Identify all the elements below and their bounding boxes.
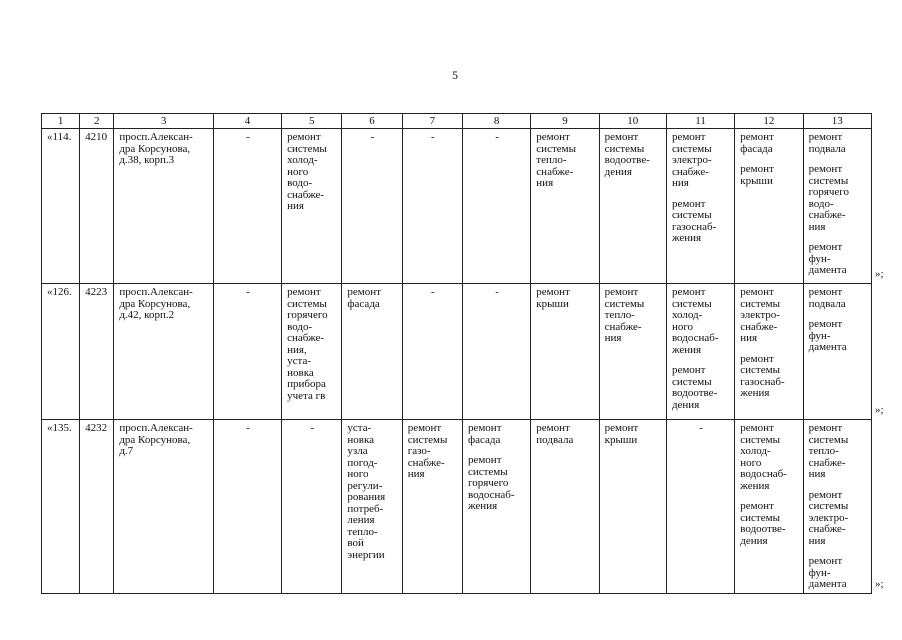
cell-col-11: [666, 284, 734, 420]
cell-line: ремонт: [671, 286, 706, 298]
cell-line: -: [246, 131, 250, 143]
cell-line: системы: [287, 142, 327, 155]
cell-line: ремонт: [467, 454, 502, 466]
cell-line: ремонт: [808, 318, 843, 330]
cell-line: ремонт: [740, 500, 774, 512]
row-number: «126.: [47, 286, 72, 298]
cell-line: ремонт: [604, 422, 639, 434]
table-body: [42, 129, 872, 594]
cell-line: фасада: [740, 142, 773, 155]
cell-line: ремонт: [671, 131, 706, 143]
cell-line: ния: [808, 468, 826, 480]
cell-line: системы: [671, 297, 712, 310]
cell-line: просп.Алексан-: [119, 286, 193, 298]
cell-line: подвала: [808, 142, 846, 155]
cell-line: узла: [347, 445, 368, 457]
house-code: 4223: [85, 286, 108, 298]
cell-col-13: [803, 420, 871, 594]
cell-line: жения: [671, 232, 702, 244]
cell-line: ния: [808, 534, 826, 547]
cell-line: -: [495, 286, 499, 298]
cell-col-10: [599, 129, 666, 284]
cell-line: горячего: [467, 477, 509, 489]
cell-line: горячего: [808, 186, 850, 198]
cell-line: -: [370, 131, 375, 143]
row-number: «135.: [47, 422, 72, 434]
cell-line: ремонт: [407, 422, 442, 434]
cell-line: крыши: [604, 433, 638, 446]
column-header-5: 5: [282, 114, 342, 129]
cell-line: системы: [467, 465, 508, 478]
cell-line: ремонт: [536, 422, 570, 434]
cell-line: дра Корсунова,: [119, 142, 191, 155]
cell-col-7: [402, 129, 462, 284]
cell-line: крыши: [740, 174, 773, 187]
cell-line: снабже-: [671, 165, 709, 178]
cell-line: -: [699, 422, 703, 434]
column-header-11: 11: [666, 114, 734, 129]
cell-line: водоотве-: [671, 387, 718, 399]
table-row: [42, 284, 872, 420]
cell-line: ремонт: [808, 488, 843, 501]
cell-line: системы: [536, 142, 576, 155]
cell-line: ния: [671, 177, 689, 189]
cell-line: потреб-: [347, 502, 384, 515]
cell-col-2: [80, 129, 114, 284]
cell-line: уста-: [347, 422, 372, 434]
cell-col-4: [213, 420, 281, 594]
cell-line: снабже-: [287, 188, 325, 201]
cell-col-13: [803, 129, 871, 284]
row-number: «114.: [47, 131, 72, 143]
cell-col-1: [42, 129, 80, 284]
cell-line: снабже-: [808, 456, 846, 469]
cell-line: ремонт: [604, 286, 639, 298]
cell-col-1: [42, 420, 80, 594]
cell-line: ремонт: [808, 131, 843, 143]
cell-line: дения: [604, 165, 632, 178]
cell-col-6: [342, 284, 402, 420]
cell-col-8: [462, 420, 530, 594]
cell-line: ния: [536, 177, 554, 189]
cell-line: ремонт: [808, 286, 843, 298]
cell-line: ремонт: [808, 422, 843, 434]
cell-line: ного: [347, 468, 369, 480]
cell-line: системы: [740, 297, 780, 310]
cell-line: уста-: [287, 355, 311, 367]
cell-line: электро-: [808, 511, 849, 524]
cell-line: погод-: [347, 456, 378, 469]
house-code: 4232: [85, 422, 108, 434]
cell-line: ного: [740, 456, 762, 469]
cell-line: ния: [808, 220, 826, 233]
cell-line: жения: [740, 479, 770, 492]
column-header-12: 12: [735, 114, 803, 129]
cell-line: учета гв: [287, 389, 326, 402]
cell-col-12: [735, 284, 803, 420]
cell-line: газоснаб-: [740, 375, 785, 388]
cell-line: д.38, корп.3: [119, 154, 175, 166]
cell-col-5: [282, 284, 342, 420]
cell-line: ремонт: [740, 352, 774, 365]
cell-line: системы: [808, 174, 849, 187]
cell-line: ремонт: [536, 286, 570, 298]
cell-col-10: [599, 420, 666, 594]
cell-line: ремонт: [671, 364, 706, 376]
cell-line: системы: [808, 433, 849, 446]
column-header-7: 7: [402, 114, 462, 129]
cell-line: водо-: [287, 177, 313, 189]
cell-col-9: [531, 129, 599, 284]
cell-line: подвала: [536, 433, 574, 446]
cell-line: тепло-: [347, 525, 378, 538]
cell-line: ремонт: [808, 241, 843, 253]
cell-line: -: [310, 422, 315, 434]
cell-line: ремонт: [808, 555, 843, 567]
cell-line: водоснаб-: [671, 332, 719, 344]
cell-line: водоснаб-: [740, 468, 787, 480]
cell-line: дра Корсунова,: [119, 297, 191, 310]
cell-line: -: [246, 286, 250, 298]
cell-line: ремонт: [347, 286, 381, 298]
cell-line: ления: [347, 514, 375, 526]
cell-col-11: [666, 129, 734, 284]
cell-line: жения: [467, 500, 498, 512]
cell-col-2: [80, 420, 114, 594]
cell-line: просп.Алексан-: [119, 422, 193, 434]
cell-line: фун-: [808, 252, 831, 265]
cell-line: электро-: [740, 309, 780, 321]
column-header-10: 10: [599, 114, 666, 129]
cell-line: ремонт: [467, 422, 502, 434]
cell-line: системы: [671, 375, 712, 388]
cell-line: водоотве-: [740, 523, 786, 535]
cell-line: холод-: [671, 309, 703, 321]
cell-line: системы: [740, 364, 780, 376]
cell-line: снабже-: [808, 209, 846, 221]
cell-line: снабже-: [740, 320, 778, 333]
row-closing-quote: »;: [875, 267, 884, 280]
cell-line: снабже-: [536, 165, 574, 178]
cell-line: снабже-: [407, 456, 445, 469]
cell-line: системы: [604, 142, 645, 155]
column-header-1: 1: [42, 114, 80, 129]
cell-line: водоотве-: [604, 154, 650, 166]
cell-line: д.42, корп.2: [119, 309, 175, 321]
cell-col-7: [402, 420, 462, 594]
cell-line: системы: [604, 297, 645, 310]
cell-line: дения: [671, 398, 700, 411]
cell-line: ремонт: [671, 197, 706, 210]
cell-line: горячего: [287, 309, 328, 321]
cell-line: дамента: [808, 264, 847, 276]
cell-line: снабже-: [808, 523, 846, 535]
cell-line: системы: [671, 142, 712, 155]
cell-line: фасада: [467, 433, 501, 446]
row-closing-quote: »;: [875, 577, 884, 590]
column-header-2: 2: [80, 114, 114, 129]
row-closing-quote: »;: [875, 403, 884, 416]
cell-col-9: [531, 420, 599, 594]
cell-col-12: [735, 420, 803, 594]
cell-line: -: [246, 422, 250, 434]
cell-line: водо-: [287, 320, 313, 333]
cell-col-1: [42, 284, 80, 420]
cell-line: фун-: [808, 329, 831, 342]
cell-line: ремонт: [740, 131, 774, 143]
cell-line: ремонт: [536, 131, 570, 143]
cell-line: дра Корсунова,: [119, 433, 191, 446]
cell-line: системы: [808, 500, 849, 512]
cell-col-8: [462, 284, 530, 420]
cell-line: системы: [287, 297, 327, 310]
cell-line: ремонт: [740, 163, 774, 175]
cell-line: снабже-: [287, 332, 325, 344]
cell-line: прибора: [287, 378, 326, 390]
cell-line: д.7: [119, 445, 134, 457]
cell-line: ния: [287, 200, 304, 212]
column-header-6: 6: [342, 114, 402, 129]
cell-line: ния,: [287, 343, 307, 356]
cell-line: просп.Алексан-: [119, 131, 193, 143]
cell-line: дамента: [808, 578, 847, 590]
cell-line: системы: [671, 209, 712, 221]
cell-col-13: [803, 284, 871, 420]
cell-col-2: [80, 284, 114, 420]
cell-line: жения: [671, 343, 702, 356]
column-header-4: 4: [213, 114, 281, 129]
cell-line: системы: [740, 511, 780, 524]
column-header-9: 9: [531, 114, 599, 129]
cell-line: дения: [740, 534, 768, 547]
cell-col-7: [402, 284, 462, 420]
cell-line: водо-: [808, 197, 834, 210]
cell-line: новка: [347, 433, 375, 446]
cell-col-6: [342, 129, 402, 284]
cell-col-5: [282, 420, 342, 594]
cell-line: ного: [671, 320, 694, 333]
cell-line: ремонт: [287, 131, 321, 143]
cell-col-3: [114, 129, 213, 284]
cell-line: газо-: [407, 445, 431, 457]
header-row: [42, 114, 872, 129]
cell-line: ного: [287, 165, 309, 178]
cell-col-4: [213, 129, 281, 284]
cell-line: рования: [347, 491, 386, 503]
cell-line: водоснаб-: [467, 488, 515, 501]
cell-line: -: [430, 131, 435, 143]
column-header-3: 3: [114, 114, 213, 129]
cell-line: системы: [407, 433, 448, 446]
cell-line: системы: [740, 433, 780, 446]
cell-line: холод-: [740, 445, 771, 457]
cell-line: ремонт: [287, 286, 321, 298]
cell-col-8: [462, 129, 530, 284]
cell-line: ремонт: [808, 163, 843, 175]
cell-line: ремонт: [740, 422, 774, 434]
cell-line: фун-: [808, 566, 831, 579]
cell-line: подвала: [808, 297, 846, 310]
cell-col-5: [282, 129, 342, 284]
cell-col-11: [666, 420, 734, 594]
cell-line: газоснаб-: [671, 220, 717, 233]
repair-schedule-table: [41, 113, 872, 594]
cell-line: ремонт: [604, 131, 639, 143]
house-code: 4210: [85, 131, 108, 143]
page-number: 5: [452, 68, 458, 82]
cell-col-12: [735, 129, 803, 284]
cell-line: ния: [604, 332, 622, 344]
cell-line: снабже-: [604, 320, 642, 333]
cell-line: ния: [407, 468, 425, 480]
cell-line: холод-: [287, 154, 318, 166]
cell-line: ния: [740, 332, 758, 344]
column-header-8: 8: [462, 114, 530, 129]
cell-col-10: [599, 284, 666, 420]
cell-line: фасада: [347, 297, 380, 310]
cell-line: -: [430, 286, 435, 298]
cell-line: регули-: [347, 479, 383, 492]
column-header-13: 13: [803, 114, 871, 129]
cell-line: жения: [740, 387, 770, 399]
cell-col-3: [114, 284, 213, 420]
cell-line: -: [495, 131, 499, 143]
cell-line: тепло-: [536, 154, 567, 166]
cell-line: новка: [287, 366, 314, 379]
cell-col-6: [342, 420, 402, 594]
cell-line: крыши: [536, 297, 569, 310]
cell-line: дамента: [808, 341, 847, 353]
cell-line: электро-: [671, 154, 712, 166]
cell-line: тепло-: [808, 445, 839, 457]
cell-line: энергии: [347, 548, 385, 561]
cell-col-9: [531, 284, 599, 420]
cell-col-3: [114, 420, 213, 594]
table-row: [42, 420, 872, 594]
cell-col-4: [213, 284, 281, 420]
cell-line: тепло-: [604, 309, 635, 321]
cell-line: вой: [347, 537, 364, 549]
table-row: [42, 129, 872, 284]
cell-line: ремонт: [740, 286, 774, 298]
